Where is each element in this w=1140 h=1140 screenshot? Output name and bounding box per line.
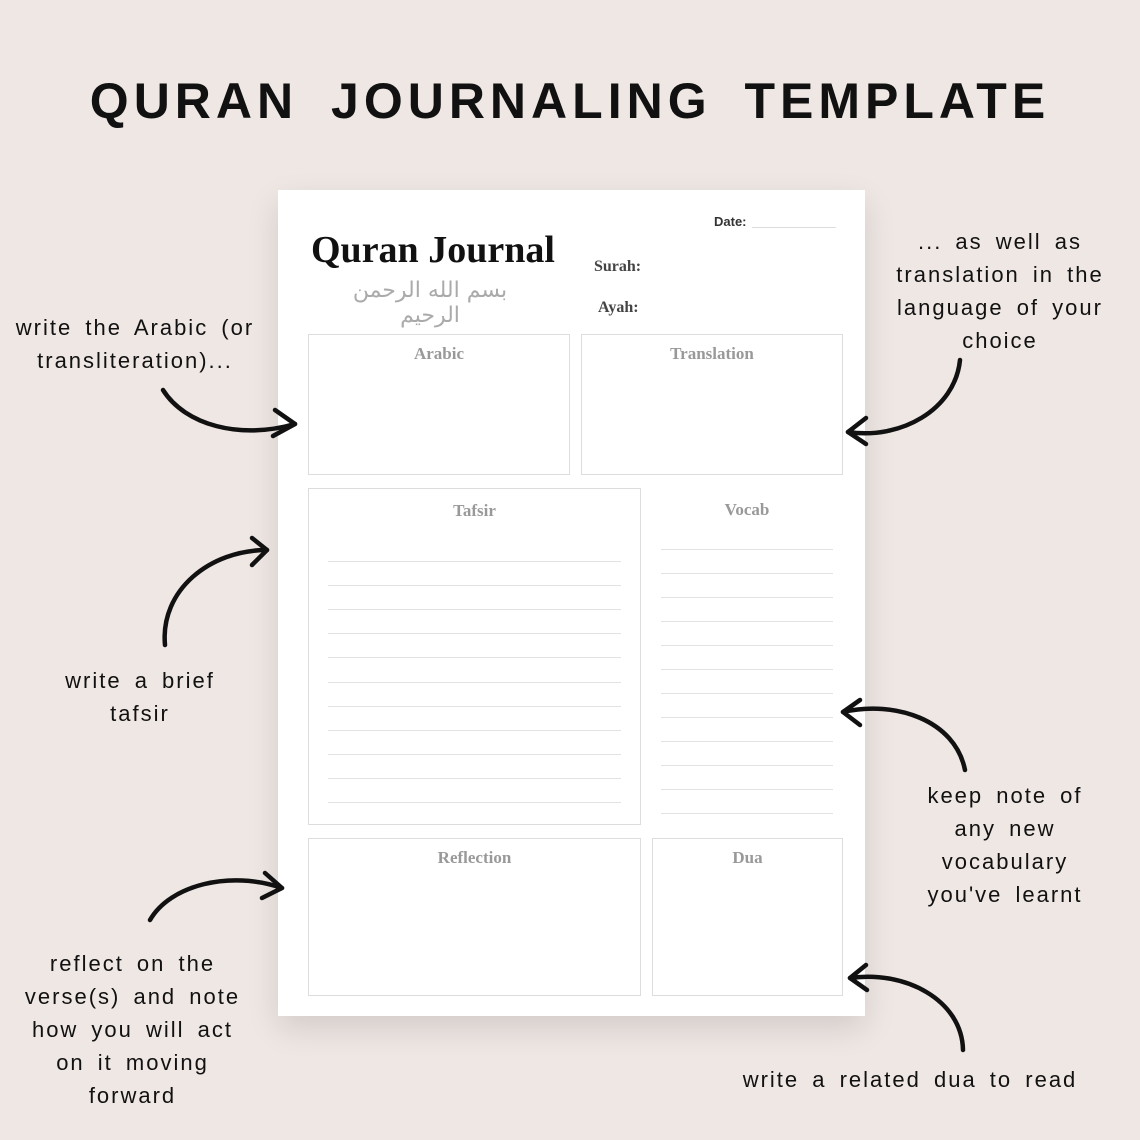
arrow-translation-icon bbox=[848, 360, 960, 444]
arabic-heading: Arabic bbox=[413, 344, 465, 363]
date-label: Date: bbox=[714, 214, 747, 229]
arrow-arabic-icon bbox=[163, 390, 295, 436]
translation-heading: Translation bbox=[670, 344, 754, 363]
surah-label: Surah: bbox=[594, 258, 642, 275]
vocab-heading: Vocab bbox=[724, 500, 770, 519]
reflection-heading: Reflection bbox=[437, 848, 512, 867]
annotation-tafsir: write a brief tafsir bbox=[65, 668, 215, 726]
arrow-reflection-icon bbox=[150, 873, 282, 920]
annotation-translation: ... as well as translation in the language of your choice bbox=[896, 229, 1104, 353]
journal-heading: Quran Journal bbox=[311, 229, 555, 271]
annotation-vocab: keep note of any new vocabulary you've learnt bbox=[927, 783, 1083, 907]
annotation-dua: write a related dua to read bbox=[742, 1067, 1078, 1092]
ayah-label: Ayah: bbox=[598, 299, 639, 316]
tafsir-heading: Tafsir bbox=[453, 501, 496, 520]
bismillah-calligraphy: بسم الله الرحمن الرحيم bbox=[352, 278, 508, 328]
arrow-dua-icon bbox=[850, 965, 963, 1050]
page-title: QURAN JOURNALING TEMPLATE bbox=[89, 73, 1051, 129]
annotation-arabic: write the Arabic (or transliteration)... bbox=[15, 315, 255, 373]
annotation-reflection: reflect on the verse(s) and note how you will act on it moving forward bbox=[24, 951, 241, 1108]
arrow-tafsir-icon bbox=[165, 538, 267, 645]
dua-heading: Dua bbox=[732, 848, 763, 867]
arrow-vocab-icon bbox=[843, 700, 965, 770]
